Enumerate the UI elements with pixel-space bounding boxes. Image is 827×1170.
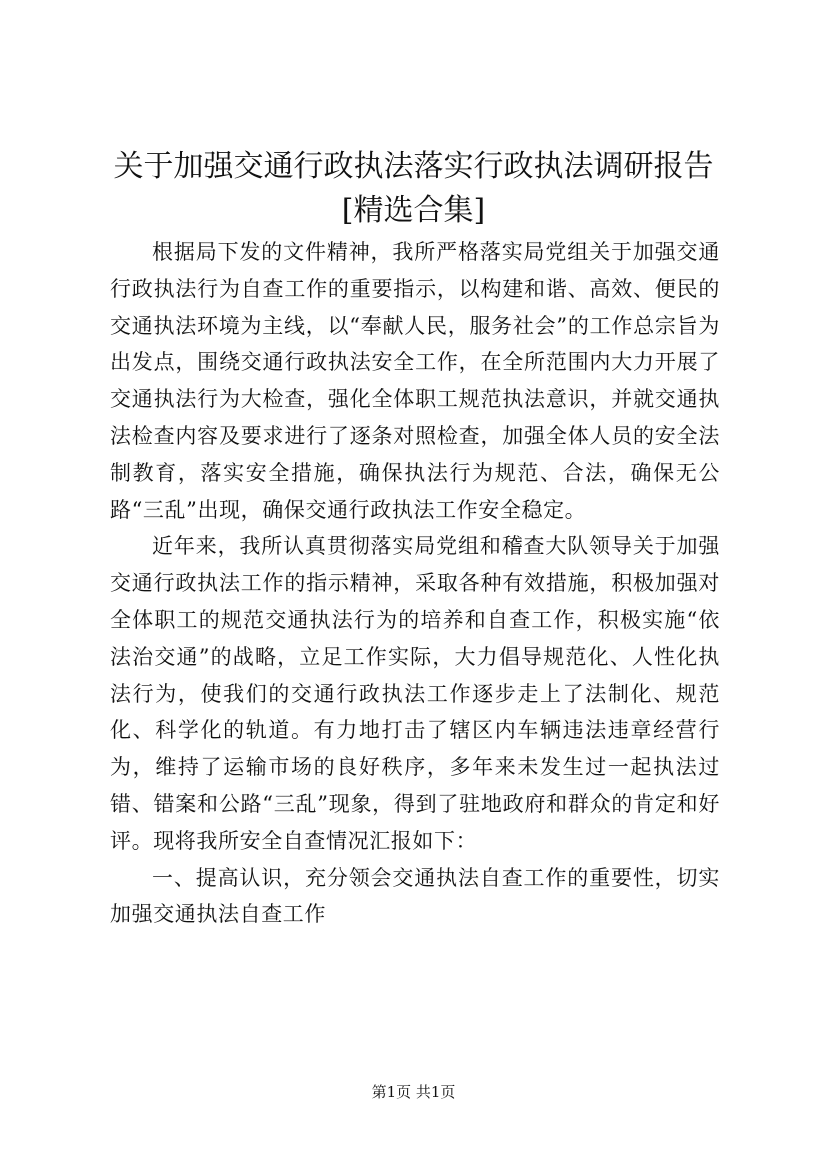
- paragraph-3: 一、提高认识，充分领会交通执法自查工作的重要性，切实加强交通执法自查工作: [110, 865, 720, 927]
- paragraph-1: 根据局下发的文件精神，我所严格落实局党组关于加强交通行政执法行为自查工作的重要指示，以构建和谐、高效、便民的交通执法环境为主线，以“奉献人民，服务社会”的工作总宗旨为出发点，围绕交通行政执法安全工作，在全所范围内大力开展了交通执法行为大检查，强化全体职工规范执法意识，并就交通执法检查内容及要求进行了逐条对照检查，加强全体人员的安全法制教育，落实安全措施，确保执法行为规范、合法，确保无公路“三乱”出现，确保交通行政执法工作安全稳定。: [110, 240, 720, 522]
- title-line-2: [精选合集]: [341, 193, 486, 228]
- document-title: [90, 145, 737, 233]
- document-body: [110, 234, 720, 933]
- paragraph-2: 近年来，我所认真贯彻落实局党组和稽查大队领导关于加强交通行政执法工作的指示精神，采取各种有效措施，积极加强对全体职工的规范交通执法行为的培养和自查工作，积极实施“依法治交通”的战略，立足工作实际，大力倡导规范化、人性化执法行为，使我们的交通行政执法工作逐步走上了法制化、规范化、科学化的轨道。有力地打击了辖区内车辆违法违章经营行为，维持了运输市场的良好秩序，多年来未发生过一起执法过错、错案和公路“三乱”现象，得到了驻地政府和群众的肯定和好评。现将我所安全自查情况汇报如下：: [110, 534, 720, 853]
- page-footer: 第1页 共1页: [371, 1083, 456, 1101]
- title-line-1: 关于加强交通行政执法落实行政执法调研报告: [113, 149, 714, 184]
